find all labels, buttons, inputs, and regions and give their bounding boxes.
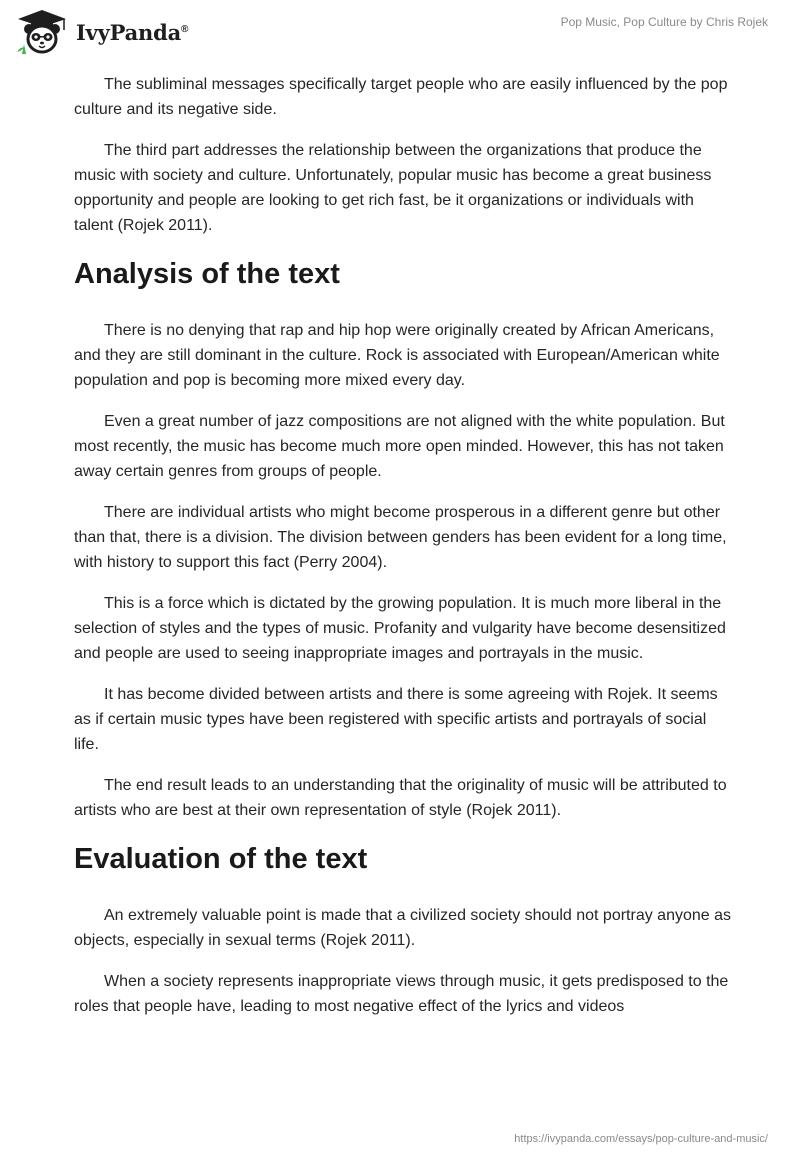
registered-mark: ® bbox=[181, 23, 189, 35]
paragraph: When a society represents inappropriate views through music, it gets predisposed to the roles that people have, leading to most negative effect of the lyrics and videos bbox=[74, 973, 729, 1015]
essay-body bbox=[74, 72, 734, 1035]
source-url-link[interactable]: https://ivypanda.com/essays/pop-culture-and-music/ bbox=[514, 1133, 768, 1145]
paragraph: An extremely valuable point is made that a civilized society should not portray anyone as objects, especially in sexual terms (Rojek 2011). bbox=[74, 907, 732, 949]
paragraph: This is a force which is dictated by the growing population. It is much more liberal in the selection of styles and the types of music. Profanity and vulgarity have become desensitized and people are used to seeing inappropriate images and portrayals in the music. bbox=[74, 595, 726, 662]
section-heading-evaluation: Evaluation of the text bbox=[74, 843, 368, 875]
page-header bbox=[0, 0, 800, 60]
section-heading-analysis: Analysis of the text bbox=[74, 258, 340, 290]
paragraph: The subliminal messages specifically target people who are easily influenced by the pop culture and its negative side. bbox=[74, 76, 728, 118]
panda-graduate-icon bbox=[14, 8, 70, 56]
paragraph: There are individual artists who might become prosperous in a different genre but other than that, there is a division. The division between genders has been evident for a long time, with history to support this fact (Perry 2004). bbox=[74, 504, 727, 571]
paragraph: The end result leads to an understanding that the originality of music will be attributed to artists who are best at their own representation of style (Rojek 2011). bbox=[74, 777, 727, 819]
paragraph: It has become divided between artists and there is some agreeing with Rojek. It seems as if certain music types have been registered with specific artists and portrayals of social life. bbox=[74, 686, 718, 753]
ivypanda-logo[interactable] bbox=[14, 8, 188, 56]
paragraph: Even a great number of jazz compositions are not aligned with the white population. But most recently, the music has become much more open minded. However, this has not taken away certain genres from groups of people. bbox=[74, 413, 725, 480]
paragraph: The third part addresses the relationship between the organizations that produce the music with society and culture. Unfortunately, popular music has become a great business opportunity and people are looking to get rich fast, be it organizations or individuals with talent (Rojek 2011). bbox=[74, 142, 712, 234]
paragraph: There is no denying that rap and hip hop were originally created by African Americans, and they are still dominant in the culture. Rock is associated with European/American white population and pop is becoming more mixed every day. bbox=[74, 322, 720, 389]
brand-name: IvyPanda® bbox=[76, 19, 189, 45]
document-title: Pop Music, Pop Culture by Chris Rojek bbox=[560, 15, 768, 29]
